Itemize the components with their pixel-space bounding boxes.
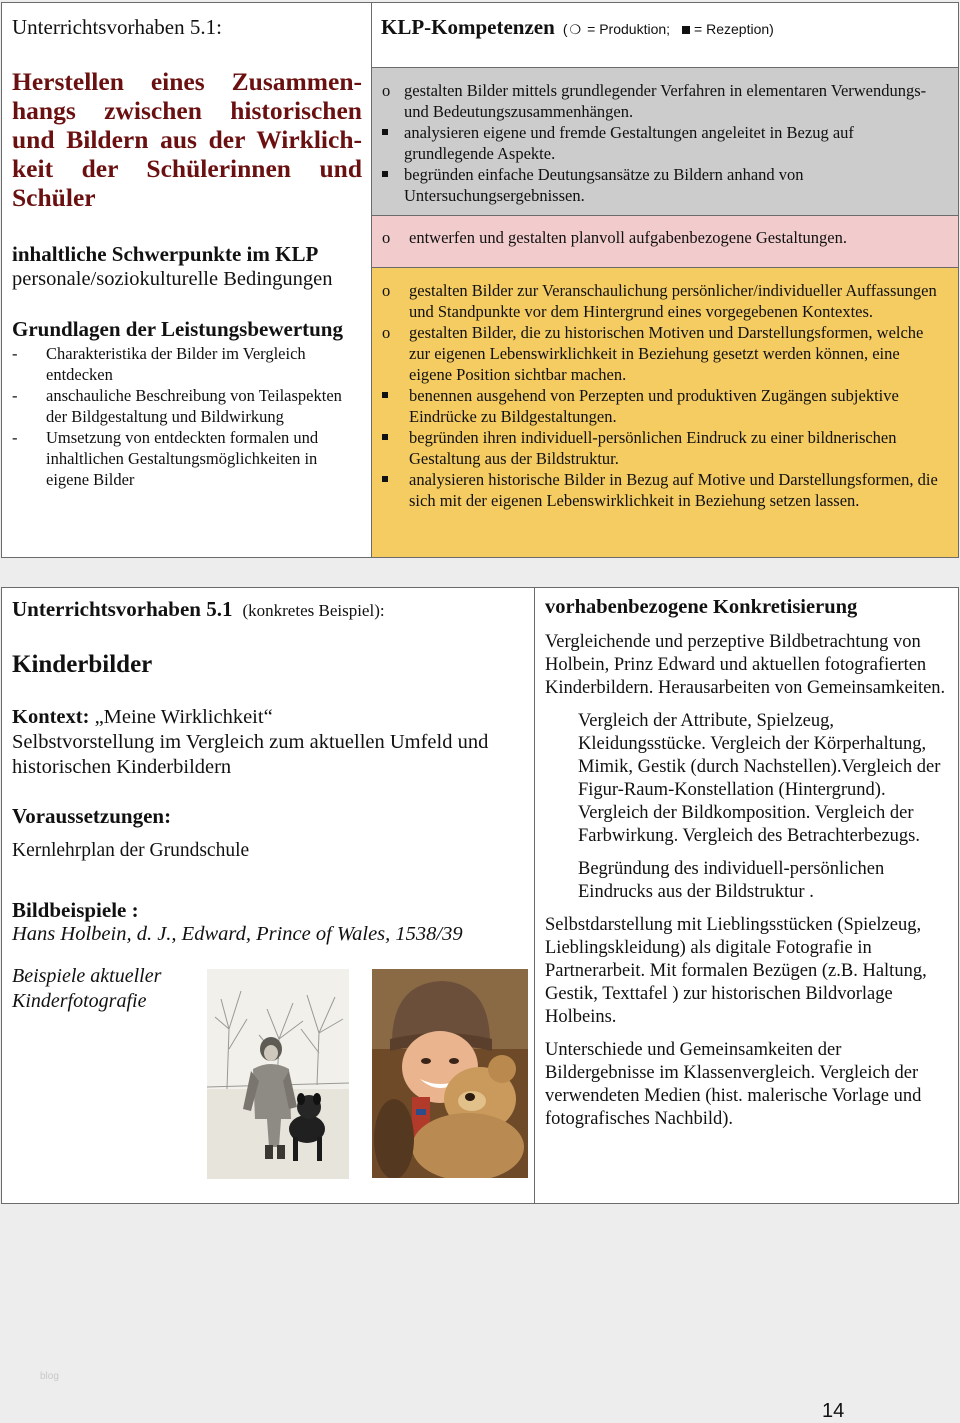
concretization-paragraph: Selbstdarstellung mit Lieblingsstücken (Spielzeug, Lieblingskleidung) als digitale Fotografie in Partnerarbeit. Mit formalen Bezügen (z.B. Haltung, Gestik, Texttafel ) zur historischen Bildvorlage Holbeins. [545,915,927,1027]
circle-bullet-icon: o [382,228,391,247]
example-overview-cell [2,588,534,1203]
klp-legend: ( ❍ = Produktion; = Rezeption) [562,21,774,37]
square-bullet-icon [682,26,690,34]
list-item: - Charakteristika der Bilder im Vergleich entdecken [12,344,306,384]
list-item: o entwerfen und gestalten planvoll aufgabenbezogene Gestaltungen. [382,228,847,247]
context-block: Kontext: „Meine Wirklichkeit“ Selbstvorstellung im Vergleich zum aktuellen Umfeld und historischen Kinderbildern [12,706,489,778]
list-item: - anschauliche Beschreibung von Teilaspekten der Bildgestaltung und Bildwirkung [12,386,342,426]
example-table [1,587,959,1204]
competence-list [382,280,942,511]
historic-child-photo [207,969,349,1179]
list-item: o gestalten Bilder zur Veranschaulichung persönlicher/individueller Auffassungen und Standpunkte vor dem Hintergrund eines vorgegebenen Kontextes. [382,281,937,321]
klp-title: KLP-Kompetenzen [381,15,555,39]
circle-bullet-icon: o [382,323,391,342]
concretization-cell [535,588,958,1203]
context-description: Selbstvorstellung im Vergleich zum aktuellen Umfeld und historischen Kinderbildern [12,731,489,778]
circle-bullet-icon: o [382,81,391,100]
competences-grey-band [372,68,958,215]
assessment-list [12,343,362,490]
prerequisites-text: Kernlehrplan der Grundschule [12,840,250,861]
list-item: analysieren eigene und fremde Gestaltungen angeleitet in Bezug auf grundlegende Aspekte. [382,122,942,164]
competence-table [1,2,959,558]
square-bullet-icon [382,129,388,135]
list-item: begründen ihren individuell-persönlichen Eindruck zu einer bildnerischen Gestaltung aus der Bildstruktur. [382,427,942,469]
assessment-heading: Grundlagen der Leistungsbewertung [12,317,343,341]
prerequisites-heading: Voraussetzungen: [12,804,172,828]
page-number: 14 [822,1400,845,1422]
example-title: Unterrichtsvorhaben 5.1 (konkretes Beispiel): [12,597,385,621]
list-item: benennen ausgehend von Perzepten und produktiven Zugängen subjektive Eindrücke zu Bildgestaltungen. [382,385,942,427]
watermark: blog [40,1371,59,1382]
list-item: begründen einfache Deutungsansätze zu Bildern anhand von Untersuchungsergebnissen. [382,164,942,206]
photo-examples-label: Beispiele aktueller Kinderfotografie [12,965,162,1012]
list-item: - Umsetzung von entdeckten formalen und inhaltlichen Gestaltungsmöglichkeiten in eigene Bilder [12,428,319,489]
list-item: analysieren historische Bilder in Bezug auf Motive und Darstellungsformen, die sich mit der eigenen Lebenswirklichkeit in Beziehung setzen lassen. [382,469,942,511]
list-item: o gestalten Bilder, die zu historischen Motiven und Darstellungsformen, welche zur eigenen Lebenswirklichkeit in Beziehung gesetzt werden können, eine eigene Position sichtbar machen. [382,323,924,384]
concretization-paragraph: Begründung des individuell-persönlichen Eindrucks aus der Bildstruktur . [578,859,885,902]
concretization-heading: vorhabenbezogene Konkretisierung [545,596,858,618]
competences-yellow-band [372,268,958,557]
project-heading: Herstellen eines Zusammen-hangs zwischen historischen und Bildern aus der Wirklich-keit der Schülerinnen und Schüler [12,67,362,212]
concretization-paragraph: Vergleich der Attribute, Spielzeug, Kleidungsstücke. Vergleich der Körperhaltung, Mimik, Gestik (durch Nachstellen).Vergleich der Figur-Raum-Konstellation (Hintergrund). Vergleich der Bildkomposition. Vergleich der Farbwirkung. Vergleich des Betrachterbezugs. [578,711,941,846]
schwerpunkte-text: personale/soziokulturelle Bedingungen [12,268,333,290]
square-bullet-icon [382,476,388,482]
image-example-reference: Hans Holbein, d. J., Edward, Prince of Wales, 1538/39 [12,923,463,945]
open-circle-icon: ❍ [569,22,582,37]
klp-header [372,3,958,67]
square-bullet-icon [382,171,388,177]
competence-list [382,80,942,206]
competence-list [382,227,942,248]
list-item: o gestalten Bilder mittels grundlegender Verfahren in elementaren Verwendungs- und Bedeutungszusammenhängen. [382,81,927,121]
image-examples-heading: Bildbeispiele : [12,898,139,922]
topic-title: Kinderbilder [12,651,153,678]
square-bullet-icon [382,392,388,398]
circle-bullet-icon: o [382,281,391,300]
schwerpunkte-heading: inhaltliche Schwerpunkte im KLP [12,242,319,266]
modern-child-photo [372,969,528,1178]
concretization-paragraph: Vergleichende und perzeptive Bildbetrachtung von Holbein, Prinz Edward und aktuellen fotografierten Kinderbildern. Herausarbeiten von Gemeinsamkeiten. [545,632,946,698]
project-overview-cell [2,3,371,557]
square-bullet-icon [382,434,388,440]
concretization-paragraph: Unterschiede und Gemeinsamkeiten der Bildergebnisse im Klassenvergleich. Vergleich der verwendeten Medien (hist. malerische Vorlage und fotografisches Nachbild). [545,1040,922,1129]
competences-pink-band [372,216,958,267]
project-title: Unterrichtsvorhaben 5.1: [12,15,222,39]
